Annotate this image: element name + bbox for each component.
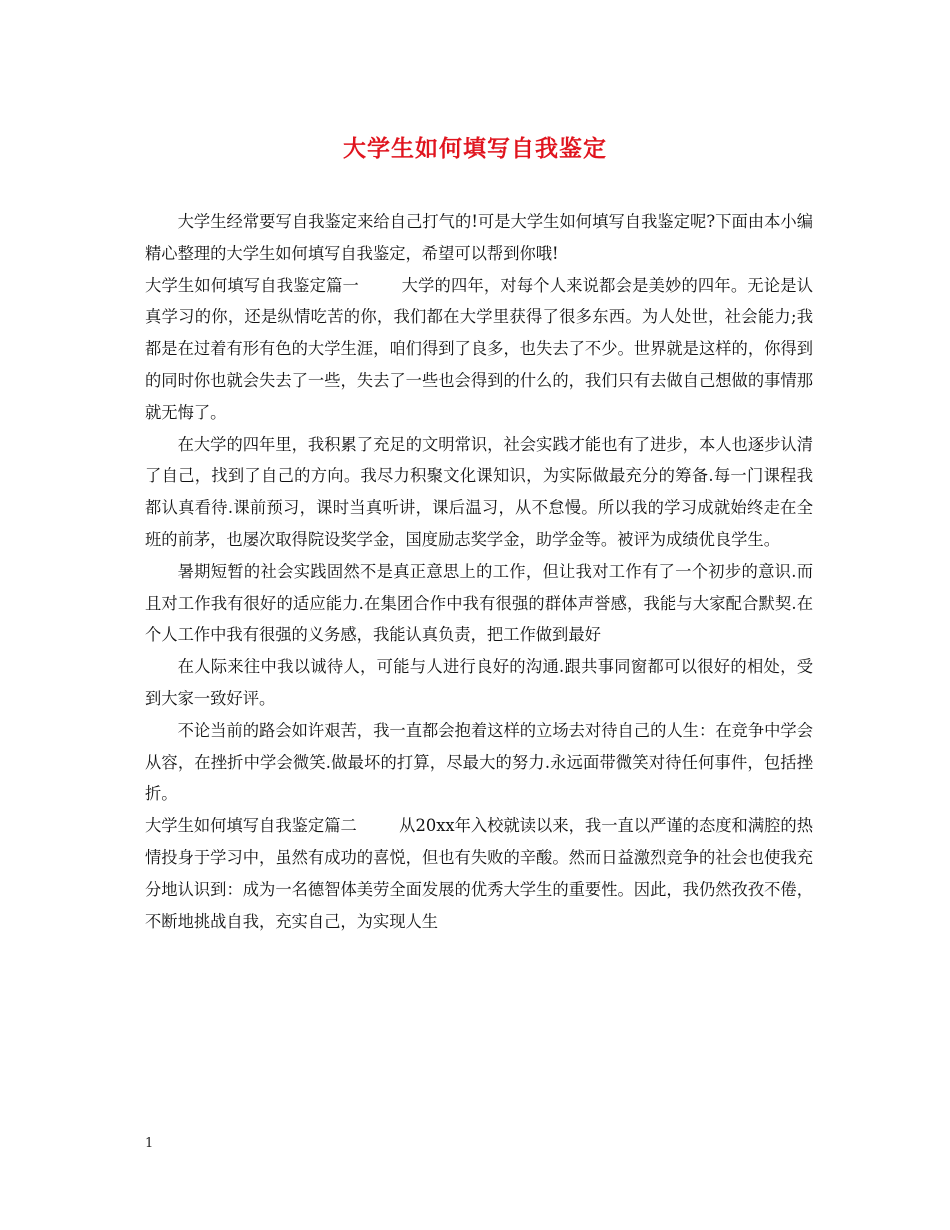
section-heading: 大学生如何填写自我鉴定篇二 (145, 816, 357, 836)
document-title: 大学生如何填写自我鉴定 (343, 135, 607, 162)
paragraph-text: 在人际来往中我以诚待人，可能与人进行良好的沟通.跟共事同窗都可以很好的相处，受到大家一致好评。 (145, 657, 813, 708)
paragraph (145, 651, 813, 715)
document-body (145, 206, 813, 937)
paragraph-text: 大学的四年，对每个人来说都会是美妙的四年。无论是认真学习的你，还是纵情吃苦的你，我们都在大学里获得了很多东西。为人处世，社会能力;我都是在过着有形有色的大学生涯，咱们得到了良多，也失去了不少。世界就是这样的，你得到的同时你也就会失去了一些，失去了一些也会得到的什么的，我们只有去做自己想做的事情那就无悔了。 (145, 275, 813, 422)
paragraph-text: 暑期短暂的社会实践固然不是真正意思上的工作，但让我对工作有了一个初步的意识.而且对工作我有很好的适应能力.在集团合作中我有很强的群体声誉感，我能与大家配合默契.在个人工作中我有很强的义务感，我能认真负责，把工作做到最好 (145, 561, 813, 645)
paragraph (145, 429, 813, 556)
paragraph (145, 270, 813, 429)
paragraph (145, 715, 813, 810)
section-heading: 大学生如何填写自我鉴定篇一 (145, 275, 360, 295)
paragraph-text: 从20xx年入校就读以来，我一直以严谨的态度和满腔的热情投身于学习中，虽然有成功的喜悦，但也有失败的辛酸。然而日益激烈竞争的社会也使我充分地认识到：成为一名德智体美劳全面发展的优秀大学生的重要性。因此，我仍然孜孜不倦，不断地挑战自我，充实自己，为实现人生 (145, 816, 813, 931)
page-number: 1 (145, 1136, 154, 1151)
paragraph (145, 556, 813, 651)
paragraph (145, 810, 813, 937)
paragraph-text: 不论当前的路会如许艰苦，我一直都会抱着这样的立场去对待自己的人生：在竞争中学会从容，在挫折中学会微笑.做最坏的打算，尽最大的努力.永远面带微笑对待任何事件，包括挫折。 (145, 720, 813, 804)
paragraph (145, 206, 813, 270)
paragraph-text: 大学生经常要写自我鉴定来给自己打气的!可是大学生如何填写自我鉴定呢?下面由本小编精心整理的大学生如何填写自我鉴定，希望可以帮到你哦! (145, 212, 813, 263)
paragraph-text: 在大学的四年里，我积累了充足的文明常识，社会实践才能也有了进步，本人也逐步认清了自己，找到了自己的方向。我尽力积聚文化课知识，为实际做最充分的筹备.每一门课程我都认真看待.课前预习，课时当真听讲，课后温习，从不怠慢。所以我的学习成就始终走在全班的前茅，也屡次取得院设奖学金，国度励志奖学金，助学金等。被评为成绩优良学生。 (145, 434, 813, 549)
